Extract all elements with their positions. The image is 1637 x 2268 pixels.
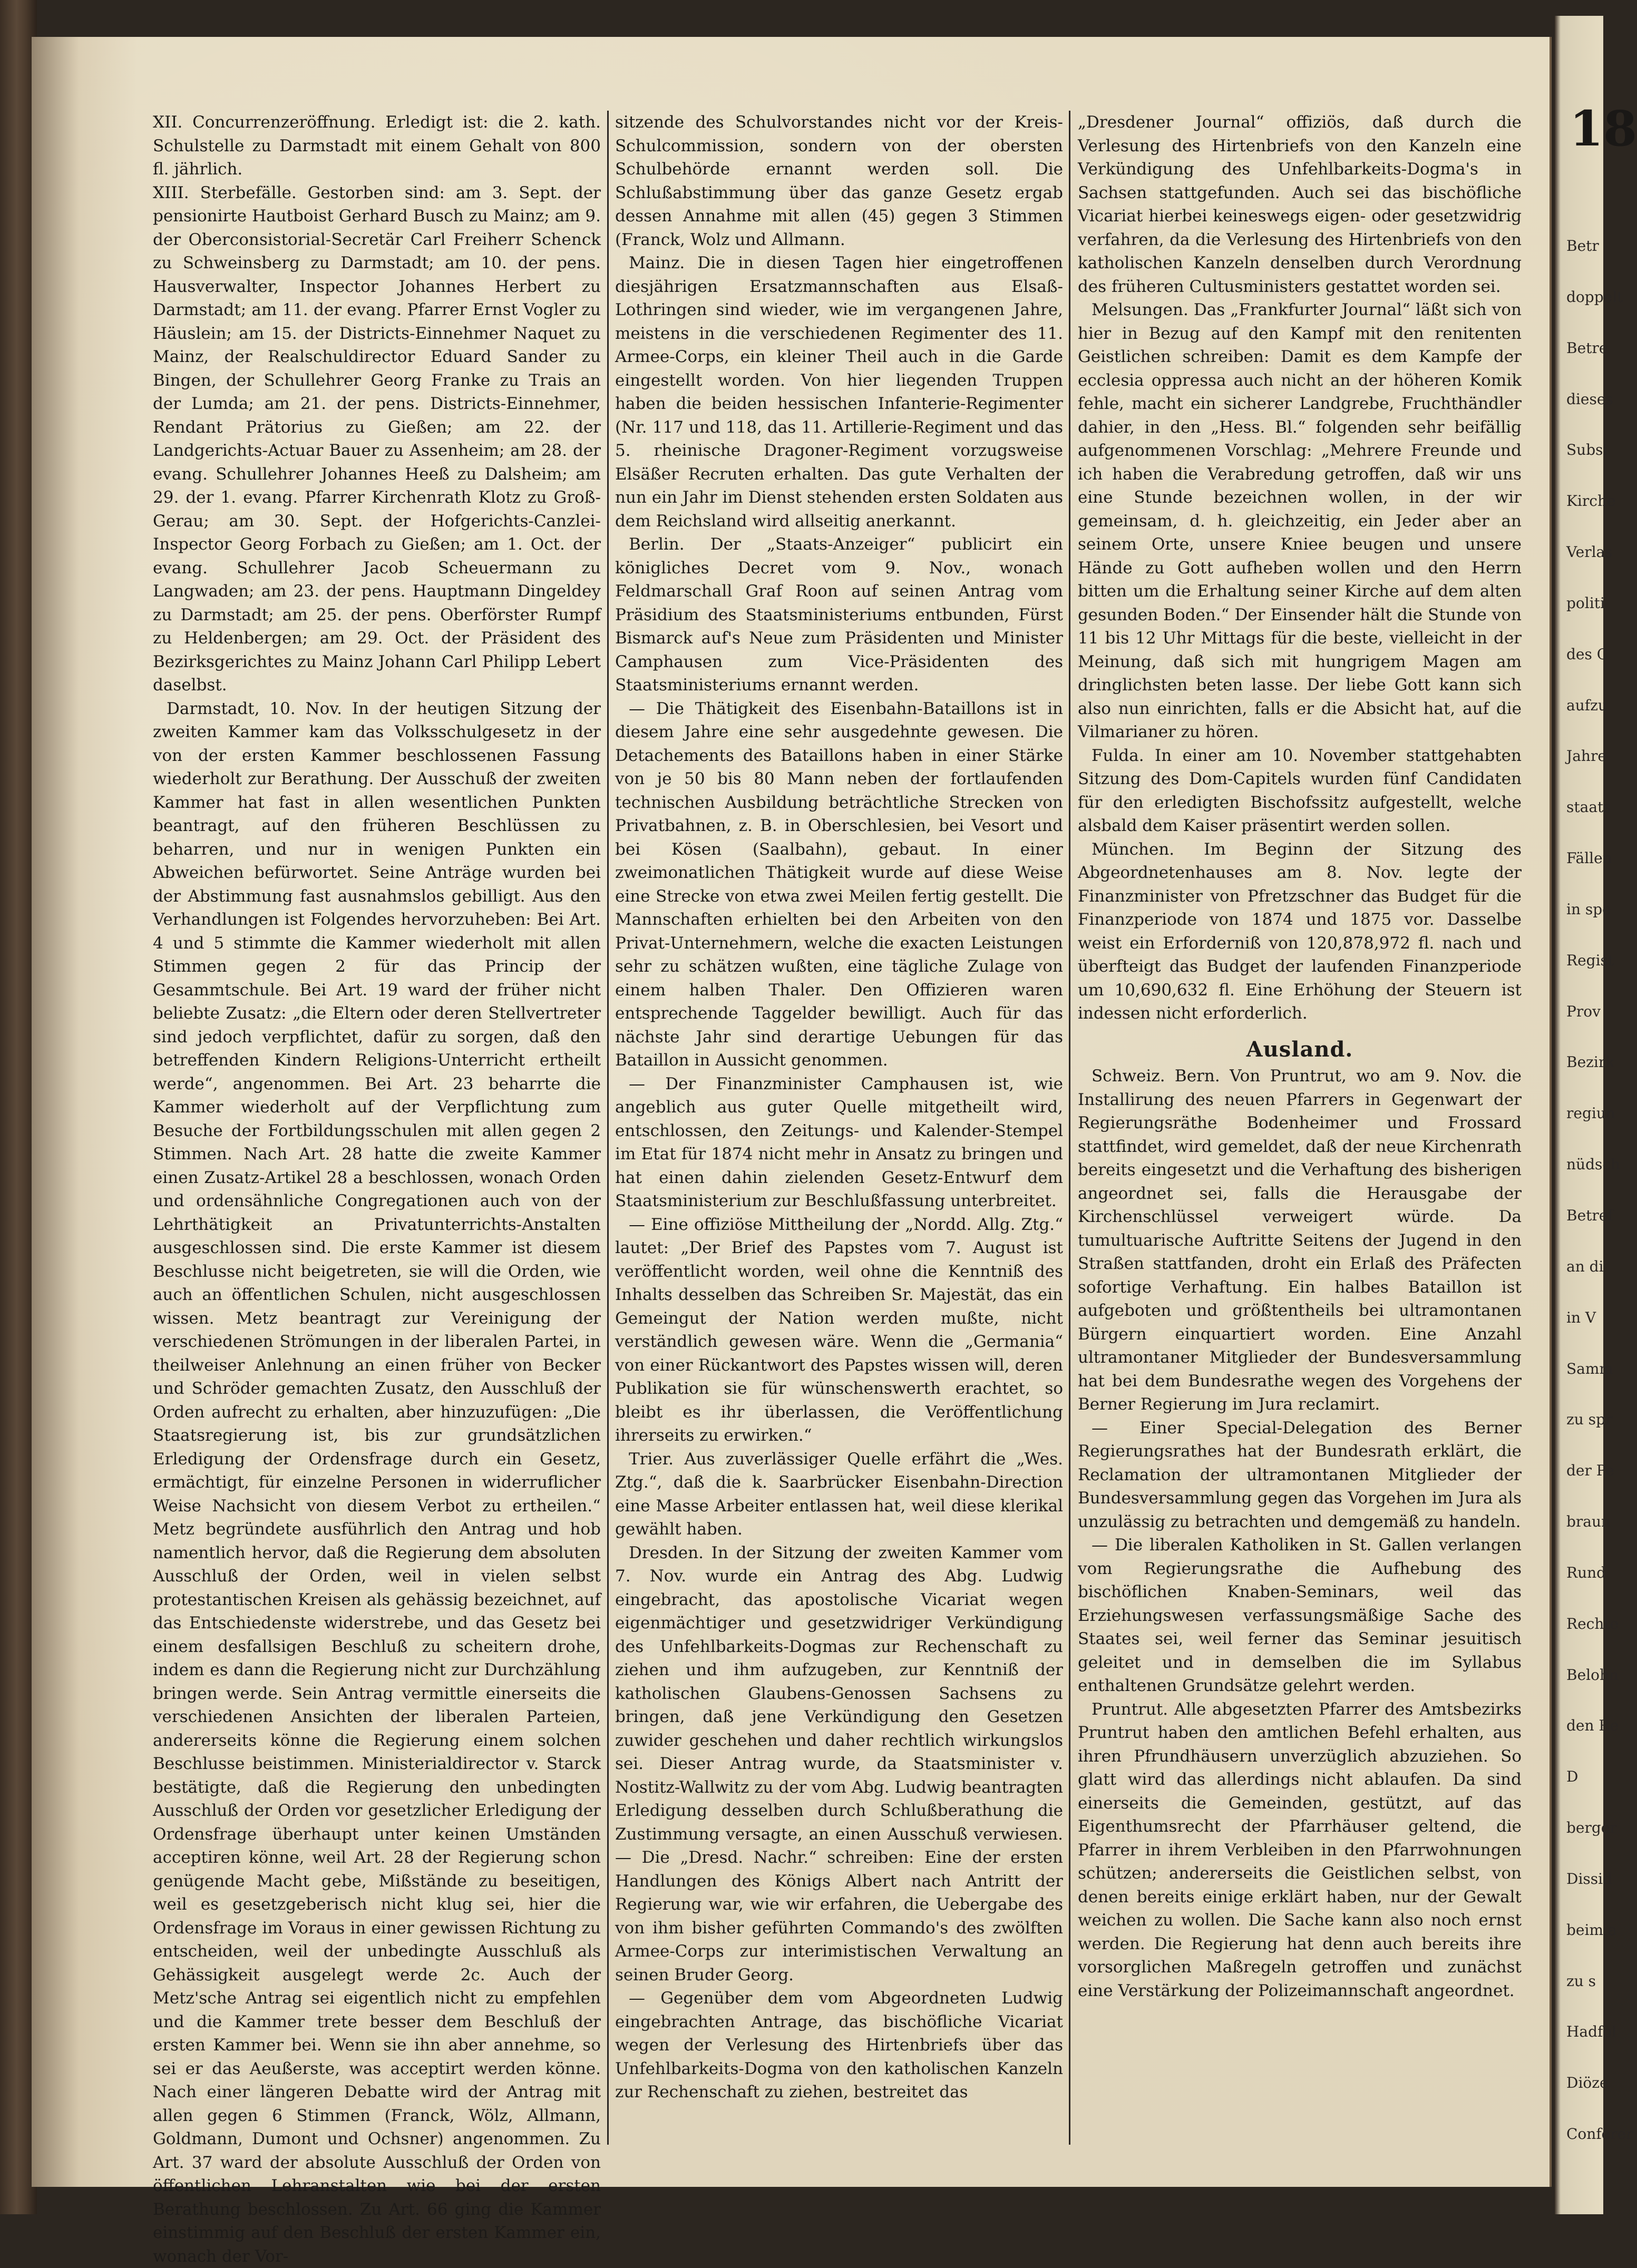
next-page-fragment: des C bbox=[1566, 646, 1608, 663]
next-page-fragment: Diöze bbox=[1566, 2074, 1609, 2091]
next-page-fragment: Jahre bbox=[1566, 747, 1606, 765]
next-page-fragment: Samm bbox=[1566, 1360, 1613, 1377]
article-paragraph: XII. Concurrenzeröffnung. Erledigt ist: die 2. kath. Schulstelle zu Darmstadt mit einem Gehalt von 800 fl. jährlich. bbox=[153, 111, 601, 181]
next-page-fragment: Verlas bbox=[1566, 543, 1613, 561]
next-page-fragment: Rund bbox=[1566, 1564, 1606, 1581]
next-page-fragment: beim a bbox=[1566, 1921, 1617, 1939]
next-page-fragment: der Pe bbox=[1566, 1462, 1614, 1479]
article-paragraph: Pruntrut. Alle abgesetzten Pfarrer des Amtsbezirks Pruntrut haben den amtlichen Befehl erhalten, aus ihren Pfrundhäusern unverzüglich abzuziehen. So glatt wird das allerdings nicht ablaufen. Da sind einerseits die Gemeinden, gestützt, auf das Eigenthumsrecht der Pfarrhäuser geltend, die Pfarrer in ihrem Verbleiben in den Pfarrwohnungen schützen; andererseits die Geistlichen selbst, von denen bereits einige erklärt haben, nur der Gewalt weichen zu wollen. Die Sache kann also noch ernst werden. Die Regierung hat denn auch bereits ihre vorsorglichen Maßregeln getroffen und zunächst eine Verstärkung der Polizeimannschaft angeordnet. bbox=[1078, 1698, 1522, 2003]
next-page-fragment: Bezirk bbox=[1566, 1053, 1614, 1071]
next-page-fragment: Betref bbox=[1566, 1207, 1613, 1224]
next-page-fragment: braun bbox=[1566, 1513, 1611, 1530]
article-paragraph: München. Im Beginn der Sitzung des Abgeordnetenhauses am 8. Nov. legte der Finanzminister von Pfretzschner das Budget für die Finanzperiode von 1874 und 1875 vor. Dasselbe weist ein Erforderniß von 120,878,972 fl. nach und überfteigt das Budget der laufenden Finanzperiode um 10,690,632 fl. Eine Erhöhung der Steuern ist indessen nicht erforderlich. bbox=[1078, 838, 1522, 1025]
next-page-edge bbox=[1555, 16, 1603, 2214]
next-page-fragment: Kirche bbox=[1566, 492, 1616, 510]
next-page-fragment: D bbox=[1566, 1768, 1578, 1785]
next-page-fragment: an di bbox=[1566, 1258, 1604, 1275]
section-heading: Ausland. bbox=[1078, 1038, 1522, 1062]
article-paragraph: XIII. Sterbefälle. Gestorben sind: am 3. Sept. der pensionirte Hautboist Gerhard Busch zu Mainz; am 9. der Oberconsistorial-Secretär Carl Freiherr Schenck zu Schweinsberg zu Darmstadt; am 10. der pens. Hausverwalter, Inspector Johannes Herbert zu Darmstadt; am 11. der evang. Pfarrer Ernst Vogler zu Häuslein; am 15. der Districts-Einnehmer Naquet zu Mainz, der Realschuldirector Eduard Sander zu Bingen, der Schullehrer Georg Franke zu Trais an der Lumda; am 21. der pens. Districts-Einnehmer, Rendant Prätorius zu Gießen; am 22. der Landgerichts-Actuar Bauer zu Assenheim; am 28. der evang. Schullehrer Johannes Heeß zu Dalsheim; am 29. der 1. evang. Pfarrer Kirchenrath Klotz zu Groß-Gerau; am 30. Sept. der Hofgerichts-Canzlei-Inspector Georg Forbach zu Gießen; am 1. Oct. der evang. Schullehrer Jacob Scheuermann zu Langwaden; am 23. der pens. Hauptmann Dingeldey zu Darmstadt; am 25. der pens. Oberförster Rumpf zu Heldenbergen; am 29. Oct. der Präsident des Bezirksgerichtes zu Mainz Johann Carl Philipp Lebert daselbst. bbox=[153, 181, 601, 697]
next-page-number: 18 bbox=[1570, 100, 1637, 157]
next-page-fragment: Conferer bbox=[1566, 2125, 1633, 2143]
article-paragraph: Mainz. Die in diesen Tagen hier eingetroffenen diesjährigen Ersatzmannschaften aus Elsaß-Lothringen sind wieder, wie im vergangenen Jahre, meistens in die verschiedenen Regimenter des 11. Armee-Corps, ein kleiner Theil auch in die Garde eingestellt worden. Von hier liegenden Truppen haben die beiden hessischen Infanterie-Regimenter (Nr. 117 und 118, das 11. Artillerie-Regiment und das 5. rheinische Dragoner-Regiment vorzugsweise Elsäßer Recruten erhalten. Das gute Verhalten der nun ein Jahr im Dienst stehenden ersten Soldaten aus dem Reichsland wird allseitig anerkannt. bbox=[615, 251, 1063, 533]
next-page-fragment: dieses bbox=[1566, 390, 1613, 408]
article-paragraph: Fulda. In einer am 10. November stattgehabten Sitzung des Dom-Capitels wurden fünf Candidaten für den erledigten Bischofssitz aufgestellt, welche alsbald dem Kaiser präsentirt werden sollen. bbox=[1078, 744, 1522, 838]
article-paragraph: Schweiz. Bern. Von Pruntrut, wo am 9. Nov. die Installirung des neuen Pfarrers in Gegenwart der Regierungsräthe Bodenheimer und Frossard stattfindet, wird gemeldet, daß der neue Kirchenrath bereits eingesetzt und die Verhaftung des bisherigen angeordnet sei, falls die Herausgabe der Kirchenschlüssel verweigert würde. Da tumultuarische Auftritte Seitens der Jugend in den Straßen stattfanden, droht ein Erlaß des Präfecten sofortige Verhaftung. Ein halbes Bataillon ist aufgeboten und größtentheils bei ultramontanen Bürgern einquartiert worden. Eine Anzahl ultramontaner Mitglieder der Bundesversammlung hat bei dem Bundesrathe wegen des Vorgehens der Berner Regierung im Jura reclamirt. bbox=[1078, 1064, 1522, 1416]
column-rule-left bbox=[607, 111, 609, 2145]
article-paragraph: Melsungen. Das „Frankfurter Journal“ läßt sich von hier in Bezug auf den Kampf mit den renitenten Geistlichen schreiben: Damit es dem Kampfe der ecclesia oppressa auch nicht an der höheren Komik fehle, macht ein sicherer Landgrebe, Fruchthändler dahier, in den „Hess. Bl.“ folgenden sehr beifällig aufgenommenen Vorschlag: „Mehrere Freunde und ich haben die Verabredung getroffen, daß wir uns eine Stunde bezeichnen wollen, in der wir gemeinsam, d. h. gleichzeitig, ein Jeder aber an seinem Orte, unsere Kniee beugen und unsere Hände zu Gott aufheben wollen und den Herrn bitten um die Erhaltung seiner Kirche auf dem alten gesunden Boden.“ Der Einsender hält die Stunde von 11 bis 12 Uhr Mittags für die beste, vielleicht in der Meinung, daß sich mit hungrigem Magen am dringlichsten beten lasse. Der liebe Gott kann sich also nun einrichten, falls er die Absicht hat, auf die Vilmarianer zu hören. bbox=[1078, 298, 1522, 744]
article-paragraph: Darmstadt, 10. Nov. In der heutigen Sitzung der zweiten Kammer kam das Volksschulgesetz in der von der ersten Kammer beschlossenen Fassung wiederholt zur Berathung. Der Ausschuß der zweiten Kammer hat fast in allen wesentlichen Punkten beantragt, auf den früheren Beschlüssen zu beharren, und nur in wenigen Punkten ein Abweichen befürwortet. Seine Anträge wurden bei der Abstimmung fast ausnahmslos gebilligt. Aus den Verhandlungen ist Folgendes hervorzuheben: Bei Art. 4 und 5 stimmte die Kammer wiederholt mit allen Stimmen gegen 2 für das Princip der Gesammtschule. Bei Art. 19 ward der früher nicht beliebte Zusatz: „die Eltern oder deren Stellvertreter sind jedoch verpflichtet, dafür zu sorgen, daß den betreffenden Kindern Religions-Unterricht ertheilt werde“, angenommen. Bei Art. 23 beharrte die Kammer wiederholt auf der Verpflichtung zum Besuche der Fortbildungsschulen mit allen gegen 2 Stimmen. Nach Art. 28 hatte die zweite Kammer einen Zusatz-Artikel 28 a beschlossen, wonach Orden und ordensähnliche Congregationen auch von der Lehrthätigkeit an Privatunterrichts-Anstalten ausgeschlossen sind. Die erste Kammer ist diesem Beschlusse nicht beigetreten, sie will die Orden, wie auch an öffentlichen Schulen, nicht ausgeschlossen wissen. Metz beantragt zur Vereinigung der verschiedenen Strömungen in der liberalen Partei, in theilweiser Anlehnung an einen früher von Becker und Schröder gemachten Zusatz, den Ausschluß der Orden aufrecht zu erhalten, aber hinzuzufügen: „Die Staatsregierung ist, bis zur grundsätzlichen Erledigung der Ordensfrage durch ein Gesetz, ermächtigt, für einzelne Personen in widerruflicher Weise Nachsicht von diesem Verbot zu ertheilen.“ Metz begründete ausführlich den Antrag und hob namentlich hervor, daß die Regierung dem absoluten Ausschluß der Orden, weil in vielen selbst protestantischen Kreisen als gehässig bezeichnet, auf das Entschiedenste widerstrebe, und das Gesetz bei einem desfallsigen Beschluß zu scheitern drohe, indem es dann die Regierung nicht zur Durchzählung bringen werde. Sein Antrag vermittle einerseits die verschiedenen Ansichten der liberalen Parteien, andererseits könne die Regierung einem solchen Beschlusse beistimmen. Ministerialdirector v. Starck bestätigte, daß die Regierung den unbedingten Ausschluß der Orden vor gesetzlicher Erledigung der Ordensfrage überhaupt unter keinen Umständen acceptiren könne, weil Art. 28 der Regierung schon genügende Macht gebe, Mißstände zu beseitigen, weil es gesetzgeberisch nicht klug sei, hier die Ordensfrage im Voraus in einer gewissen Richtung zu entscheiden, weil der unbedingte Ausschluß als Gehässigkeit ausgelegt werde 2c. Auch der Metz'sche Antrag sei eigentlich nicht zu empfehlen und die Kammer trete besser dem Beschluß der ersten Kammer bei. Wenn sie ihn aber annehme, so sei er das Aeußerste, was acceptirt werden könne. Nach einer längeren Debatte wird der Antrag mit allen gegen 6 Stimmen (Franck, Wölz, Allmann, Goldmann, Dumont und Ochsner) angenommen. Zu Art. 37 ward der absolute Ausschluß der Orden von öffentlichen Lehranstalten wie bei der ersten Berathung beschlossen. Zu Art. 66 ging die Kammer einstimmig auf den Beschluß der ersten Kammer ein, wonach der Vor- bbox=[153, 697, 601, 2268]
article-paragraph: sitzende des Schulvorstandes nicht vor der Kreis-Schulcommission, sondern von der obersten Schulbehörde ernannt werden soll. Die Schlußabstimmung über das ganze Gesetz ergab dessen Annahme mit allen (45) gegen 3 Stimmen (Franck, Wolz und Allmann. bbox=[615, 111, 1063, 251]
next-page-fragment: Fällen bbox=[1566, 849, 1612, 867]
article-paragraph: — Eine offiziöse Mittheilung der „Nordd. Allg. Ztg.“ lautet: „Der Brief des Papstes vom 7. August ist veröffentlicht worden, weil ohne die Kenntniß des Inhalts desselben das Schreiben Sr. Majestät, das ein Gemeingut der Nation werden mußte, nicht verständlich gewesen wäre. Wenn die „Germania“ von einer Rückantwort des Papstes wissen will, deren Publikation sie für wünschenswerth erachtet, so bleibt es ihr überlassen, die Veröffentlichung ihrerseits zu erwirken.“ bbox=[615, 1213, 1063, 1448]
next-page-fragment: Belohn bbox=[1566, 1666, 1619, 1684]
next-page-fragment: aufzu bbox=[1566, 697, 1607, 714]
next-page-fragment: Betre bbox=[1566, 339, 1607, 357]
next-page-fragment: Regist bbox=[1566, 952, 1614, 969]
next-page-fragment: Hadfol bbox=[1566, 2023, 1616, 2040]
next-page-fragment: Subsi bbox=[1566, 441, 1607, 458]
next-page-fragment: doppelt bbox=[1566, 288, 1623, 306]
next-page-fragment: Betr bbox=[1566, 237, 1599, 255]
article-paragraph: „Dresdener Journal“ offiziös, daß durch die Verlesung des Hirtenbriefs von den Kanzeln eine Verkündigung des Unfehlbarkeits-Dogma's in Sachsen stattgefunden. Auch sei das bischöfliche Vicariat hierbei keineswegs eigen- oder gesetzwidrig verfahren, da die Verlesung des Hirtenbriefs von den katholischen Kanzeln denselben durch Verordnung des früheren Cultusministers gestattet worden sei. bbox=[1078, 111, 1522, 298]
middle-column bbox=[615, 111, 1063, 2155]
next-page-fragment: zu s bbox=[1566, 1972, 1596, 1990]
page-edge-shadow bbox=[32, 37, 137, 2187]
next-page-fragment: staats bbox=[1566, 798, 1611, 816]
article-paragraph: Berlin. Der „Staats-Anzeiger“ publicirt ein königliches Decret vom 9. Nov., wonach Feldmarschall Graf Roon auf seinen Antrag vom Präsidium des Staatsministeriums entbunden, Fürst Bismarck auf's Neue zum Präsidenten und Minister Camphausen zum Vice-Präsidenten des Staatsministeriums ernannt werden. bbox=[615, 533, 1063, 697]
article-paragraph: Trier. Aus zuverlässiger Quelle erfährt die „Wes. Ztg.“, daß die k. Saarbrücker Eisenbahn-Direction eine Masse Arbeiter entlassen hat, weil diese klerikal gewählt haben. bbox=[615, 1448, 1063, 1541]
column-rule-right bbox=[1069, 111, 1070, 2145]
article-paragraph: Dresden. In der Sitzung der zweiten Kammer vom 7. Nov. wurde ein Antrag des Abg. Ludwig eingebracht, das apostolische Vicariat wegen eigenmächtiger und gesetzwidriger Verkündigung des Unfehlbarkeits-Dogmas zur Rechenschaft zu ziehen und ihm aufzugeben, zur Kenntniß der katholischen Glaubens-Genossen Sachsens zu bringen, daß jene Verkündigung den Gesetzen zuwider geschehen und daher rechtlich wirkungslos sei. Dieser Antrag wurde, da Staatsminister v. Nostitz-Wallwitz zu der vom Abg. Ludwig beantragten Erledigung desselben durch Schlußberathung die Zustimmung versagte, an einen Ausschuß verwiesen. — Die „Dresd. Nachr.“ schreiben: Eine der ersten Handlungen des Königs Albert nach Antritt der Regierung war, wie wir erfahren, die Uebergabe des von ihm bisher geführten Commando's des zwölften Armee-Corps zur interimistischen Verwaltung an seinen Bruder Georg. bbox=[615, 1541, 1063, 1987]
article-paragraph: — Gegenüber dem vom Abgeordneten Ludwig eingebrachten Antrage, das bischöfliche Vicariat wegen der Verlesung des Hirtenbriefs über das Unfehlbarkeits-Dogma von den katholischen Kanzeln zur Rechenschaft zu ziehen, bestreitet das bbox=[615, 1987, 1063, 2104]
next-page-fragment: in V bbox=[1566, 1309, 1596, 1326]
next-page-fragment: berger bbox=[1566, 1819, 1617, 1836]
article-paragraph: — Einer Special-Delegation des Berner Regierungsrathes hat der Bundesrath erklärt, die Reclamation der ultramontanen Mitglieder der Bundesversammlung gegen das Vorgehen im Jura als unzulässig zu betrachten und demgemäß zu handeln. bbox=[1078, 1416, 1522, 1534]
next-page-fragment: in spe bbox=[1566, 901, 1611, 918]
next-page-fragment: den Re bbox=[1566, 1717, 1619, 1734]
right-column bbox=[1078, 111, 1522, 2155]
next-page-fragment: politi bbox=[1566, 594, 1605, 612]
newspaper-page bbox=[32, 37, 1552, 2187]
next-page-fragment: Dissid bbox=[1566, 1870, 1612, 1888]
next-page-fragment: zu spr bbox=[1566, 1411, 1612, 1428]
article-paragraph: — Die liberalen Katholiken in St. Gallen verlangen vom Regierungsrathe die Aufhebung des bischöflichen Knaben-Seminars, weil das Erziehungswesen verfassungsmäßige Sache des Staates sei, weil ferner das Seminar jesuitisch geleitet und in demselben die im Syllabus enthaltenen Grundsätze gelehrt werden. bbox=[1078, 1533, 1522, 1698]
next-page-fragment: nüdsch bbox=[1566, 1156, 1620, 1173]
next-page-fragment: Prov bbox=[1566, 1003, 1601, 1020]
left-column bbox=[153, 111, 601, 2155]
article-paragraph: — Der Finanzminister Camphausen ist, wie angeblich aus guter Quelle mitgetheilt wird, entschlossen, den Zeitungs- und Kalender-Stempel im Etat für 1874 nicht mehr in Ansatz zu bringen und hat einen dahin zielenden Gesetz-Entwurf dem Staatsministerium zur Beschlußfassung unterbreitet. bbox=[615, 1072, 1063, 1213]
next-page-fragment: Rechte bbox=[1566, 1615, 1619, 1632]
next-page-fragment: regiun bbox=[1566, 1104, 1615, 1122]
article-paragraph: — Die Thätigkeit des Eisenbahn-Bataillons ist in diesem Jahre eine sehr ausgedehnte gewesen. Die Detachements des Bataillons haben in einer Stärke von je 50 bis 80 Mann neben der fortlaufenden technischen Ausbildung beträchtliche Strecken von Privatbahnen, z. B. in Oberschlesien, bei Vesort und bei Kösen (Saalbahn), gebaut. In einer zweimonatlichen Thätigkeit wurde auf diese Weise eine Strecke von etwa zwei Meilen fertig gestellt. Die Mannschaften erhielten bei den Arbeiten von den Privat-Unternehmern, welche die exacten Leistungen sehr zu schätzen wußten, eine tägliche Zulage von einem halben Thaler. Den Offizieren waren entsprechende Taggelder bewilligt. Auch für das nächste Jahr sind derartige Uebungen für das Bataillon in Aussicht genommen. bbox=[615, 697, 1063, 1072]
